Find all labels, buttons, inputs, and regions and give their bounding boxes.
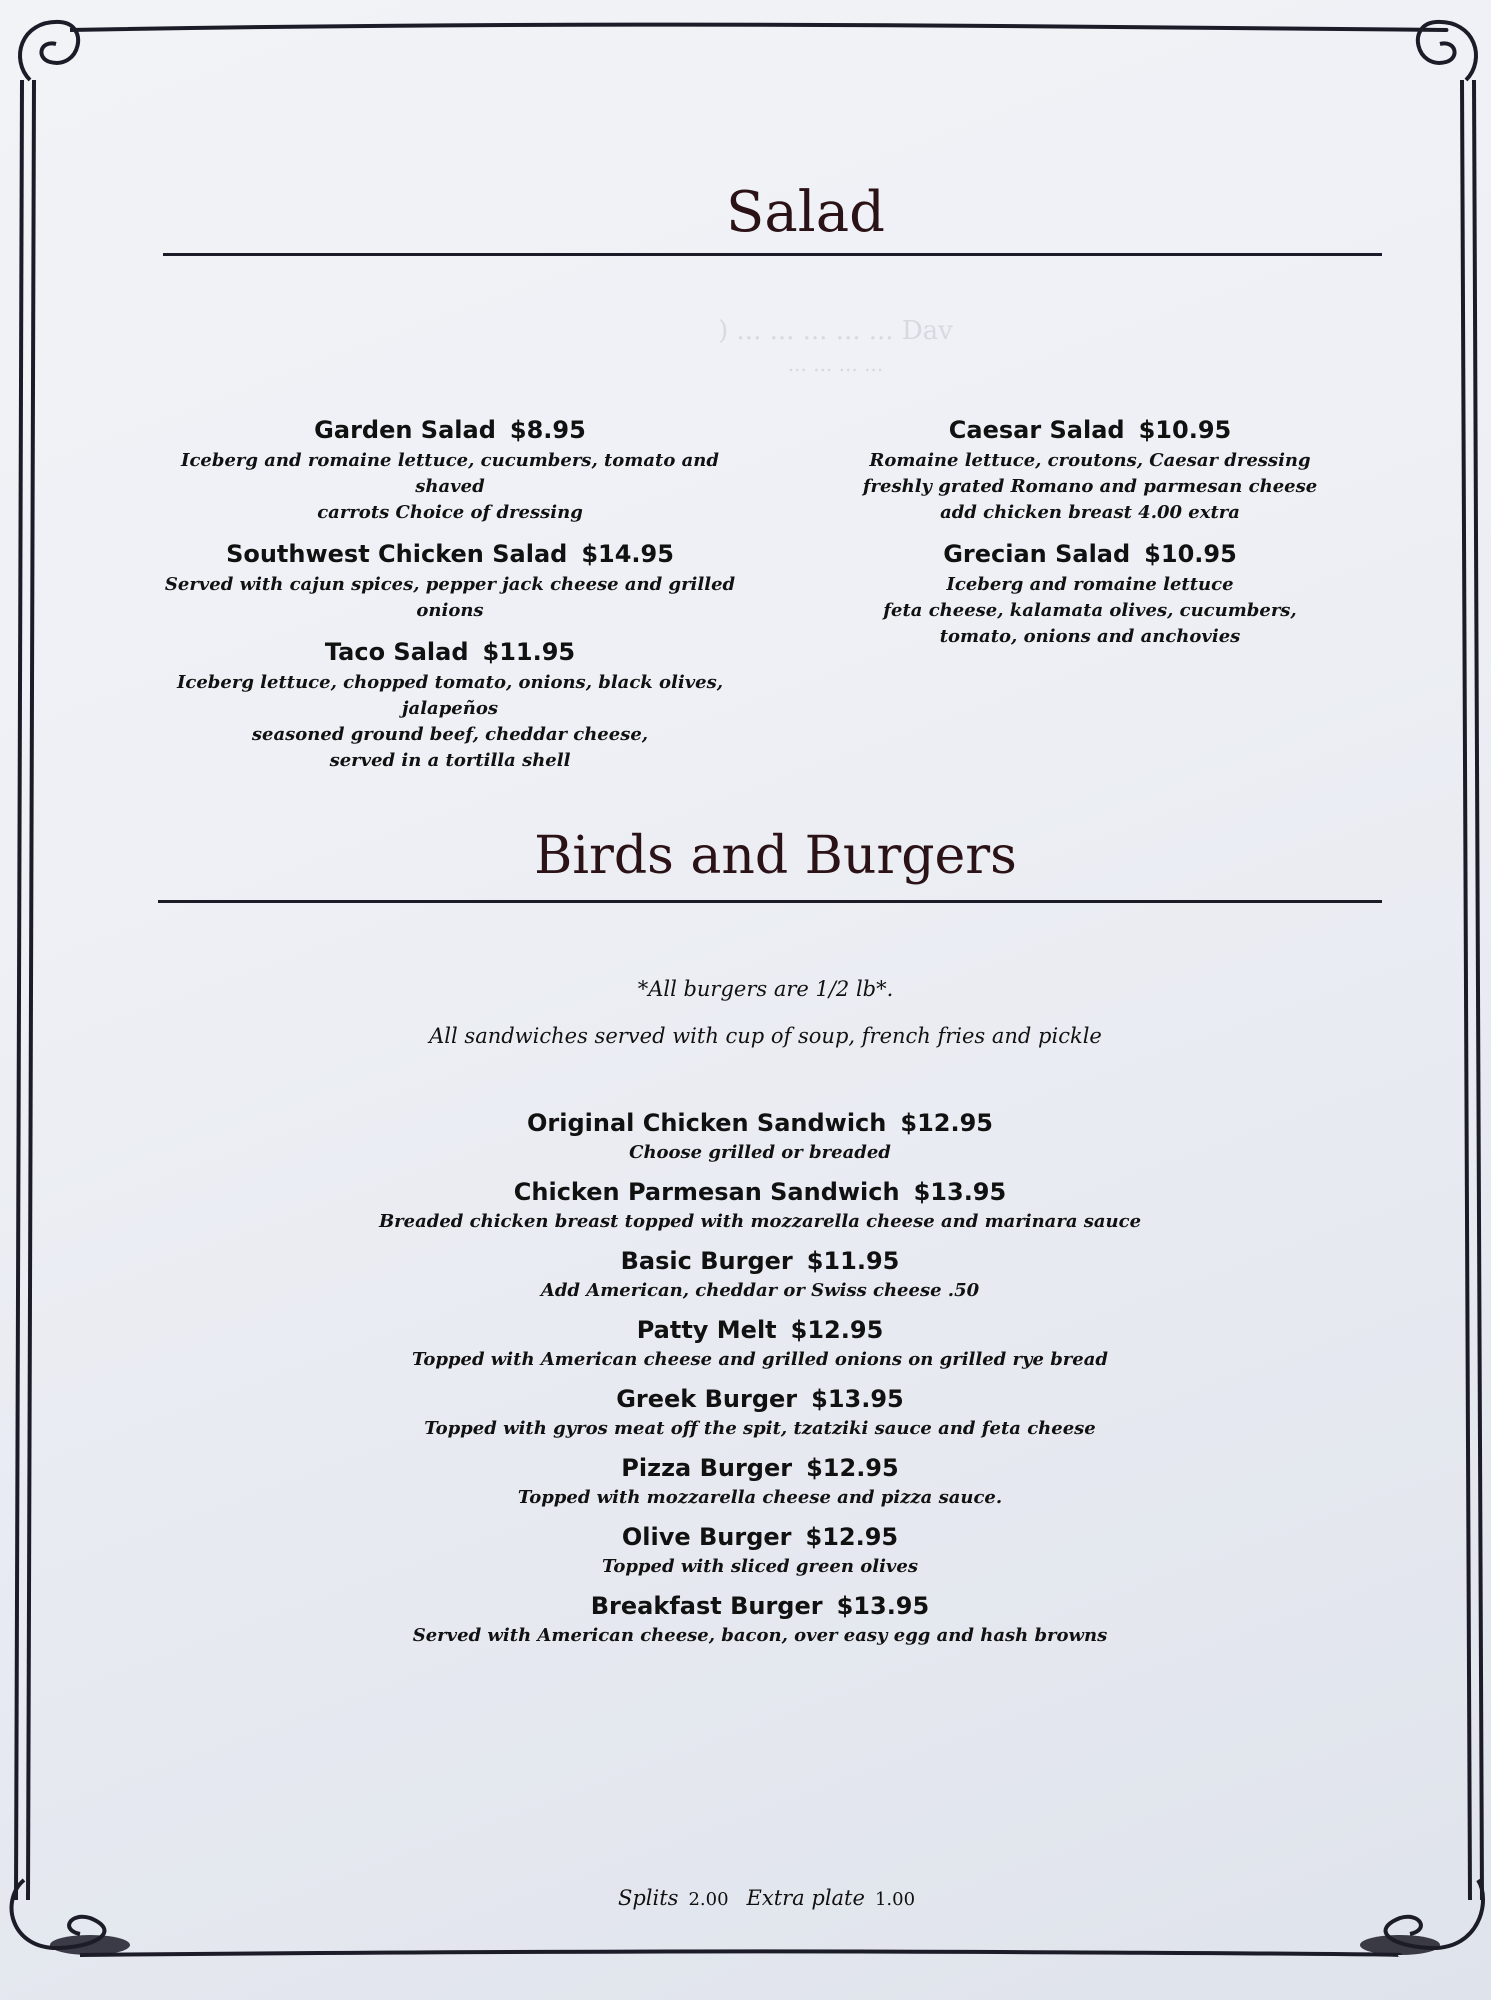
item-price: $13.95 — [913, 1178, 1007, 1206]
item-name: Basic Burger $11.95 — [620, 1247, 900, 1275]
item-price: $12.95 — [790, 1316, 884, 1344]
item-price: $11.95 — [806, 1247, 900, 1275]
menu-item — [250, 1106, 1270, 1166]
item-price: $10.95 — [1138, 416, 1232, 444]
item-description: Served with cajun spices, pepper jack cheese and grilled onions — [164, 574, 736, 621]
salad-section-title: Salad — [726, 180, 885, 245]
item-price: $12.95 — [900, 1109, 993, 1137]
menu-item — [250, 1520, 1270, 1580]
item-name: Caesar Salad $10.95 — [948, 416, 1232, 444]
salad-divider — [163, 253, 1382, 256]
item-name: Taco Salad $11.95 — [324, 638, 576, 666]
sandwich-sides-note: All sandwiches served with cup of soup, french fries and pickle — [429, 1024, 1102, 1048]
item-name: Original Chicken Sandwich $12.95 — [526, 1109, 993, 1137]
menu-item — [150, 412, 750, 526]
item-description: freshly grated Romano and parmesan cheese — [862, 476, 1318, 497]
menu-item — [250, 1589, 1270, 1649]
item-name: Garden Salad $8.95 — [314, 416, 586, 444]
item-name: Greek Burger $13.95 — [616, 1385, 904, 1413]
item-price: $13.95 — [836, 1592, 930, 1620]
menu-item — [250, 1382, 1270, 1442]
item-description: Served with American cheese, bacon, over easy egg and hash browns — [412, 1625, 1108, 1646]
extra-plate-label: Extra plate — [746, 1886, 865, 1910]
item-description: Iceberg and romaine lettuce, cucumbers, tomato and shaved — [181, 450, 719, 497]
item-price: $11.95 — [482, 638, 576, 666]
item-description: Breaded chicken breast topped with mozzarella cheese and marinara sauce — [378, 1211, 1142, 1232]
splits-price: 2.00 — [688, 1889, 729, 1910]
item-name: Southwest Chicken Salad $14.95 — [226, 540, 674, 568]
birds-burgers-section-title: Birds and Burgers — [534, 826, 1017, 886]
item-description: Topped with American cheese and grilled onions on grilled rye bread — [412, 1349, 1108, 1370]
item-price: $12.95 — [805, 1523, 899, 1551]
faded-soup-of-day-line: ) ... ... ... ... ... Dav — [718, 316, 953, 346]
item-description: Choose grilled or breaded — [629, 1142, 891, 1163]
item-description: seasoned ground beef, cheddar cheese, — [251, 724, 649, 745]
item-description: Add American, cheddar or Swiss cheese .50 — [540, 1280, 980, 1301]
birds-divider — [158, 900, 1382, 903]
faded-subtitle-line: ... ... ... ... — [787, 352, 884, 376]
item-name: Chicken Parmesan Sandwich $13.95 — [513, 1178, 1007, 1206]
item-name: Patty Melt $12.95 — [636, 1316, 884, 1344]
item-description: Romaine lettuce, croutons, Caesar dressing — [869, 450, 1311, 471]
item-name: Breakfast Burger $13.95 — [590, 1592, 930, 1620]
menu-item — [860, 412, 1320, 526]
item-description: Topped with mozzarella cheese and pizza sauce. — [517, 1487, 1003, 1508]
extra-plate-price: 1.00 — [874, 1889, 916, 1910]
item-description: Topped with sliced green olives — [602, 1556, 918, 1577]
item-price: $13.95 — [811, 1385, 904, 1413]
item-description: carrots Choice of dressing — [317, 502, 583, 523]
salad-left-column — [150, 412, 750, 784]
item-description: tomato, onions and anchovies — [939, 626, 1241, 647]
item-description: served in a tortilla shell — [329, 750, 571, 771]
item-name: Olive Burger $12.95 — [621, 1523, 899, 1551]
burger-list — [250, 1106, 1270, 1658]
burger-weight-note: *All burgers are 1/2 lb*. — [637, 977, 894, 1001]
item-price: $12.95 — [806, 1454, 899, 1482]
salad-right-column — [860, 412, 1320, 660]
item-name: Grecian Salad $10.95 — [943, 540, 1237, 568]
menu-item — [250, 1313, 1270, 1373]
item-description: Topped with gyros meat off the spit, tzatziki sauce and feta cheese — [424, 1418, 1096, 1439]
menu-item — [250, 1451, 1270, 1511]
menu-item — [250, 1175, 1270, 1235]
menu-item — [250, 1244, 1270, 1304]
item-name: Pizza Burger $12.95 — [621, 1454, 899, 1482]
item-description: Iceberg and romaine lettuce — [946, 574, 1234, 595]
menu-item — [150, 536, 750, 624]
item-description: add chicken breast 4.00 extra — [940, 502, 1240, 523]
footer-extras — [0, 1886, 1491, 1910]
item-price: $14.95 — [581, 540, 674, 568]
menu-item — [860, 536, 1320, 650]
item-price: $10.95 — [1144, 540, 1237, 568]
item-price: $8.95 — [509, 416, 586, 444]
splits-label: Splits — [617, 1886, 679, 1910]
item-description: feta cheese, kalamata olives, cucumbers, — [883, 600, 1297, 621]
item-description: Iceberg lettuce, chopped tomato, onions, black olives, jalapeños — [176, 672, 724, 719]
menu-item — [150, 634, 750, 774]
